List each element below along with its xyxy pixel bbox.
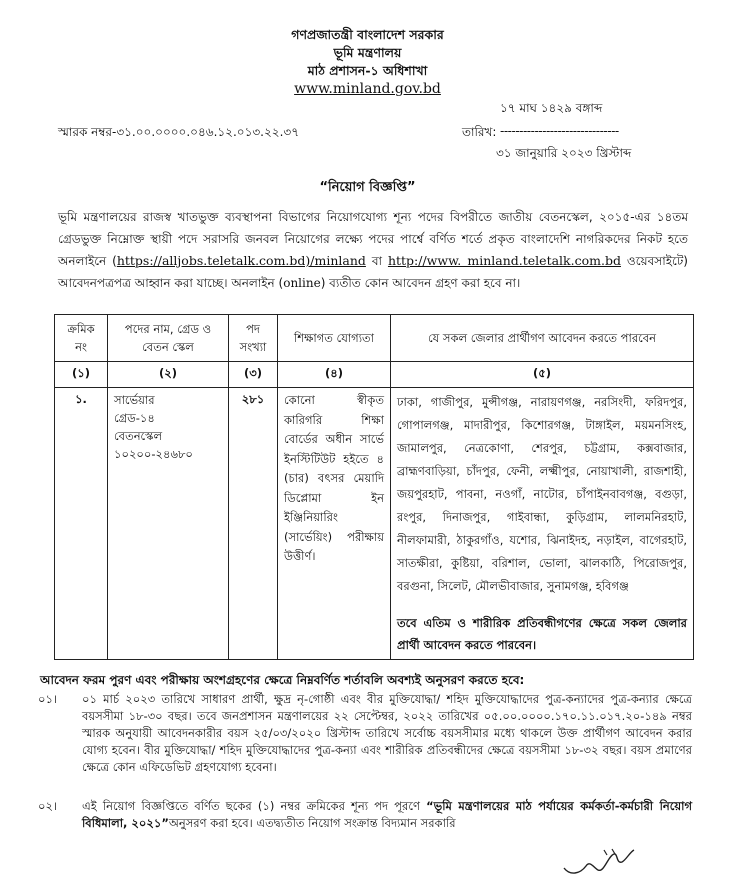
date-dotted-line: -------------------------------	[500, 124, 619, 138]
row-serial: ১.	[55, 388, 108, 660]
posts-table	[54, 314, 694, 660]
ministry-name: ভূমি মন্ত্রণালয়	[333, 45, 402, 60]
rules-title: “ভূমি মন্ত্রণালয়ের মাঠ পর্যায়ের কর্মকর্তা-কর্মচারী নিয়োগ বিধিমালা, ২০২১”	[82, 799, 692, 830]
ministry-website-link[interactable]: www.minland.gov.bd	[294, 81, 441, 97]
district-note: তবে এতিম ও শারীরিক প্রতিবন্ধীগণের ক্ষেত্রে সকল জেলার প্রার্থী আবেদন করতে পারবেন।	[397, 616, 687, 652]
notice-title: “নিয়োগ বিজ্ঞপ্তি”	[319, 180, 416, 195]
condition-text	[82, 798, 692, 832]
date-label: তারিখ:	[462, 125, 497, 139]
header-serial: ক্রমিক নং	[55, 315, 108, 362]
row-post	[108, 388, 229, 660]
condition-number: ০২।	[38, 799, 58, 813]
pay-scale: ১০২০০-২৪৬৮০	[114, 447, 193, 461]
branch-name: মাঠ প্রশাসন-১ অধিশাখা	[307, 63, 428, 78]
condition-text-a: এই নিয়োগ বিজ্ঞপ্তিতে বর্ণিত ছকের (১) নম্বর ক্রমিকের শূন্য পদ পূরণে	[82, 799, 427, 813]
condition-text-b: অনুসরণ করা হবে। এতদ্ব্যতীত নিয়োগ সংক্রান্ত বিদ্যমান সরকারি	[168, 816, 456, 830]
intro-text-1: ভূমি মন্ত্রণালয়ের রাজস্ব খাতভুক্ত ব্যবস্থাপনা বিভাগের নিয়োগযোগ্য শূন্য পদের বিপরীতে জাতীয় বেতনস্কেল, ২০১৫-এর ১৪তম গ্রেডভুক্ত নিম্নোক্ত স্থায়ী পদে সরাসরি জনবল নিয়োগের লক্ষ্যে পদের পার্শ্বে বর্ণিত শর্তে প্রকৃত বাংলাদেশি নাগরিকদের নিকট হতে অনলাইনে (	[58, 210, 688, 268]
pay-scale-label: বেতনস্কেল	[114, 429, 163, 443]
header-districts: যে সকল জেলার প্রার্থীগণ আবেদন করতে পারবেন	[391, 315, 694, 362]
minland-teletalk-link[interactable]: http://www. minland.teletalk.com.bd	[387, 253, 621, 268]
header-qualification: শিক্ষাগত যোগ্যতা	[278, 315, 391, 362]
post-name: সার্ভেয়ার	[114, 393, 155, 407]
col-number: (৪)	[278, 362, 391, 388]
intro-paragraph	[58, 206, 688, 294]
district-list: ঢাকা, গাজীপুর, মুন্সীগঞ্জ, নারায়ণগঞ্জ, নরসিংদী, ফরিদপুর, গোপালগঞ্জ, মাদারীপুর, কিশোরগঞ্জ, টাঙ্গাইল, ময়মনসিংহ, জামালপুর, নেত্রকোণা, শেরপুর, চট্টগ্রাম, কক্সবাজার, ব্রাহ্মণবাড়িয়া, চাঁদপুর, ফেনী, লক্ষ্মীপুর, নোয়াখালী, রাজশাহী, জয়পুরহাট, পাবনা, নওগাঁ, নাটোর, চাঁপাইনবাবগঞ্জ, বগুড়া, রংপুর, দিনাজপুর, গাইবান্ধা, কুড়িগ্রাম, লালমনিরহাট, নীলফামারী, ঠাকুরগাঁও, যশোর, ঝিনাইদহ, নড়াইল, বাগেরহাট, সাতক্ষীরা, কুষ্টিয়া, বরিশাল, ভোলা, ঝালকাঠি, পিরোজপুর, বরগুনা, সিলেট, মৌলভীবাজার, সুনামগঞ্জ, হবিগঞ্জ	[397, 395, 687, 593]
signature	[560, 846, 640, 878]
intro-text-2: বা	[365, 254, 388, 268]
online-word: online	[283, 276, 321, 290]
intro-text-3: ওয়েবসাইটে) আবেদনপত্রপত্র আহ্বান করা যাচ্ছে। অনলাইন (	[58, 254, 688, 290]
column-number-row	[55, 362, 694, 388]
conditions-heading: আবেদন ফরম পুরণ এবং পরীক্ষায় অংশগ্রহণের ক্ষেত্রে নিম্নবর্ণিত শর্তাবলি অবশ্যই অনুসরণ করতে হবে:	[40, 673, 525, 687]
header-count: পদ সংখ্যা	[229, 315, 278, 362]
date-english: ৩১ জানুয়ারি ২০২৩ খ্রিস্টাব্দ	[496, 146, 632, 160]
post-count: ২৮১	[229, 388, 278, 660]
alljobs-link[interactable]: https://alljobs.teletalk.com.bd)/minland	[116, 253, 366, 268]
intro-text-4: ) ব্যতীত কোন আবেদন গ্রহণ করা হবে না।	[320, 276, 521, 290]
govt-name: গণপ্রজাতন্ত্রী বাংলাদেশ সরকার	[291, 27, 444, 42]
col-number: (১)	[55, 362, 108, 388]
district-cell	[391, 388, 694, 660]
condition-number: ০১।	[38, 692, 58, 706]
col-number: (৫)	[391, 362, 694, 388]
date-bangla: ১৭ মাঘ ১৪২৯ বঙ্গাব্দ	[500, 101, 603, 115]
header-post: পদের নাম, গ্রেড ও বেতন স্কেল	[108, 315, 229, 362]
post-grade: গ্রেড-১৪	[114, 411, 155, 425]
qualification: কোনো স্বীকৃত কারিগরি শিক্ষা বোর্ডের অধীন সার্ভে ইনস্টিটিউট হইতে ৪ (চার) বৎসর মেয়াদি ডিপ্লোমা ইন ইঞ্জিনিয়ারিং (সার্ভেয়িং) পরীক্ষায় উত্তীর্ণ।	[278, 388, 391, 660]
col-number: (৩)	[229, 362, 278, 388]
memo-number: স্মারক নম্বর-৩১.০০.০০০০.০৪৬.১২.০১৩.২২.৩৭	[58, 125, 300, 139]
condition-text: ০১ মার্চ ২০২৩ তারিখে সাধারণ প্রার্থী, ক্ষুদ্র নৃ-গোষ্ঠী এবং বীর মুক্তিযোদ্ধা/ শহিদ মুক্তিযোদ্ধাদের পুত্র-কন্যাদের পুত্র-কন্যার ক্ষেত্রে বয়সসীমা ১৮-৩০ বছর। তবে জনপ্রশাসন মন্ত্রণালয়ের ২২ সেপ্টেম্বর, ২০২২ তারিখের ০৫.০০.০০০০.১৭০.১১.০১৭.২০-১৪৯ নম্বর স্মারক অনুযায়ী আবেদনকারীর বয়স ২৫/০৩/২০২০ খ্রিস্টাব্দ তারিখে সর্বোচ্চ বয়সসীমার মধ্যে থাকলে উক্ত প্রার্থীগণ আবেদন করার যোগ্য হবেন। বীর মুক্তিযোদ্ধা/ শহিদ মুক্তিযোদ্ধাদের পুত্র-কন্যা এবং শারীরিক প্রতিবন্ধীদের ক্ষেত্রে বয়সসীমা ১৮-৩২ বছর। বয়স প্রমাণের ক্ষেত্রে কোন এফিডেভিট গ্রহণযোগ্য হবেনা।	[82, 692, 692, 774]
table-header-row	[55, 315, 694, 362]
col-number: (২)	[108, 362, 229, 388]
table-row	[55, 388, 694, 660]
